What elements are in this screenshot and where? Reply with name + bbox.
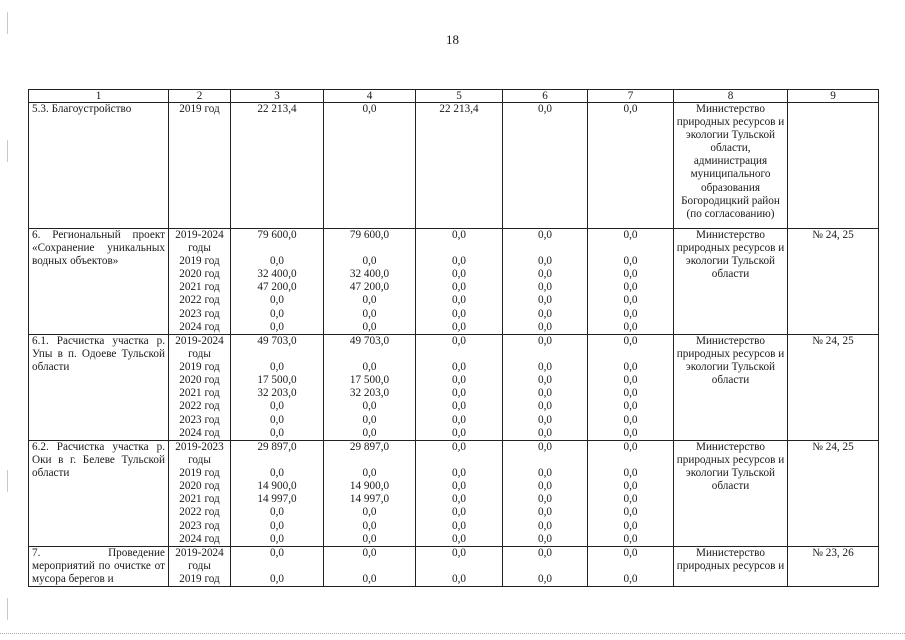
program-table: [28, 89, 879, 587]
responsible-cell: Министерство природных ресурсов и экологии Тульской области, администрация муниципального образования Богородицкий район (по согласованию): [674, 103, 788, 229]
period-value: 2020 год: [179, 480, 220, 493]
cell-value: 0,0: [538, 426, 552, 439]
period-value: 2023 год: [179, 413, 220, 426]
cell-value: 14 900,0: [349, 480, 390, 493]
cell-value: 0,0: [623, 320, 638, 333]
cell-value: 0,0: [623, 335, 638, 347]
cell-value: [419, 242, 499, 255]
value-cell-col5: [416, 103, 503, 229]
cell-value: 14 997,0: [349, 493, 390, 506]
cell-value: [234, 242, 320, 255]
measure-name: 6.2. Расчистка участка р. Оки в г. Белеве Тульской области: [29, 441, 169, 547]
period-cell: [169, 229, 231, 335]
col-header: 6: [503, 90, 588, 103]
cell-value: 0,0: [270, 426, 284, 439]
cell-value: 0,0: [623, 532, 638, 545]
cell-value: 0,0: [362, 320, 377, 333]
cell-value: 47 200,0: [349, 281, 390, 294]
value-cell-col4: [324, 547, 416, 587]
cell-value: [327, 454, 412, 467]
period-value: 2019-2024: [175, 547, 224, 559]
value-cell-col4: [324, 335, 416, 441]
cell-value: 49 703,0: [349, 335, 390, 347]
cell-value: 0,0: [362, 400, 377, 413]
cell-value: 0,0: [452, 229, 466, 241]
col-header: 9: [788, 90, 879, 103]
cell-value: 0,0: [538, 573, 552, 586]
reference-cell: [788, 103, 879, 229]
value-cell-col6: [503, 441, 588, 547]
cell-value: 0,0: [452, 519, 466, 532]
cell-value: [327, 242, 412, 255]
value-cell-col5: [416, 335, 503, 441]
value-cell-col6: [503, 335, 588, 441]
value-cell-col7: [588, 229, 674, 335]
cell-value: 0,0: [270, 294, 284, 307]
cell-value: [591, 348, 670, 361]
cell-value: 32 203,0: [257, 387, 297, 400]
cell-value: 0,0: [362, 426, 377, 439]
cell-value: [506, 560, 584, 573]
cell-value: 0,0: [270, 320, 284, 333]
cell-value: 22 213,4: [257, 103, 297, 115]
page-edge-mark: [7, 470, 8, 492]
period-value: 2019 год: [179, 361, 220, 374]
cell-value: 0,0: [623, 480, 638, 493]
cell-value: 0,0: [362, 413, 377, 426]
period-value: 2019 год: [179, 573, 220, 586]
page-edge-mark: [7, 12, 8, 34]
value-cell-col7: [588, 441, 674, 547]
cell-value: 0,0: [452, 374, 466, 387]
period-value: 2020 год: [179, 374, 220, 387]
cell-value: 79 600,0: [257, 229, 297, 241]
cell-value: 0,0: [538, 294, 552, 307]
value-cell-col3: [231, 103, 324, 229]
cell-value: 0,0: [452, 294, 466, 307]
cell-value: 0,0: [362, 361, 377, 374]
period-cell: [169, 547, 231, 587]
cell-value: [327, 348, 412, 361]
cell-value: 0,0: [538, 400, 552, 413]
cell-value: 0,0: [270, 506, 284, 519]
cell-value: 0,0: [452, 268, 466, 281]
cell-value: 0,0: [362, 103, 377, 115]
cell-value: 29 897,0: [257, 441, 297, 453]
cell-value: 29 897,0: [349, 441, 390, 453]
col-header: 7: [588, 90, 674, 103]
cell-value: 0,0: [270, 532, 284, 545]
cell-value: 0,0: [623, 294, 638, 307]
reference-cell: № 24, 25: [788, 229, 879, 335]
measure-name: 5.3. Благоустройство: [29, 103, 169, 229]
cell-value: 0,0: [452, 335, 466, 347]
col-header: 3: [231, 90, 324, 103]
period-value: 2021 год: [179, 281, 220, 294]
value-cell-col5: [416, 441, 503, 547]
cell-value: [234, 560, 320, 573]
cell-value: 0,0: [452, 307, 466, 320]
cell-value: 17 500,0: [349, 374, 390, 387]
cell-value: 0,0: [362, 519, 377, 532]
cell-value: 32 400,0: [257, 268, 297, 281]
cell-value: 0,0: [538, 519, 552, 532]
cell-value: 0,0: [623, 413, 638, 426]
cell-value: 0,0: [452, 467, 466, 480]
cell-value: [591, 560, 670, 573]
cell-value: 0,0: [623, 493, 638, 506]
cell-value: 0,0: [623, 519, 638, 532]
cell-value: 0,0: [538, 493, 552, 506]
table-row: [29, 335, 879, 441]
responsible-cell: Министерство природных ресурсов и экологии Тульской области: [674, 229, 788, 335]
cell-value: 0,0: [270, 573, 284, 586]
period-value: 2019-2023: [175, 441, 224, 453]
cell-value: 0,0: [270, 361, 284, 374]
cell-value: 32 400,0: [349, 268, 390, 281]
cell-value: 0,0: [452, 426, 466, 439]
col-header: 4: [324, 90, 416, 103]
table-header-row: [29, 90, 879, 103]
measure-name: 7. Проведение мероприятий по очистке от мусора берегов и: [29, 547, 169, 587]
cell-value: 0,0: [623, 426, 638, 439]
cell-value: 0,0: [270, 413, 284, 426]
cell-value: 0,0: [623, 361, 638, 374]
cell-value: [591, 242, 670, 255]
table-row: [29, 103, 879, 229]
period-value: 2023 год: [179, 307, 220, 320]
cell-value: 0,0: [452, 532, 466, 545]
cell-value: 0,0: [538, 255, 552, 268]
cell-value: 0,0: [270, 255, 284, 268]
period-value: 2024 год: [179, 426, 220, 439]
cell-value: [591, 454, 670, 467]
page-bottom-edge: [0, 633, 905, 635]
cell-value: [419, 348, 499, 361]
cell-value: 47 200,0: [257, 281, 297, 294]
value-cell-col3: [231, 229, 324, 335]
cell-value: 0,0: [538, 547, 552, 559]
cell-value: [419, 560, 499, 573]
cell-value: 0,0: [452, 361, 466, 374]
cell-value: [506, 348, 584, 361]
cell-value: 0,0: [452, 320, 466, 333]
cell-value: [506, 242, 584, 255]
cell-value: 0,0: [623, 281, 638, 294]
value-cell-col5: [416, 547, 503, 587]
value-cell-col4: [324, 103, 416, 229]
period-value: 2019-2024: [175, 229, 224, 241]
cell-value: [419, 454, 499, 467]
cell-value: 0,0: [452, 400, 466, 413]
cell-value: 0,0: [538, 320, 552, 333]
cell-value: 0,0: [452, 547, 466, 559]
cell-value: 0,0: [623, 547, 638, 559]
cell-value: 0,0: [452, 413, 466, 426]
value-cell-col7: [588, 547, 674, 587]
cell-value: 0,0: [538, 467, 552, 480]
cell-value: 0,0: [538, 103, 552, 115]
cell-value: 0,0: [362, 307, 377, 320]
value-cell-col7: [588, 103, 674, 229]
cell-value: [327, 560, 412, 573]
cell-value: 0,0: [452, 387, 466, 400]
cell-value: 14 997,0: [257, 493, 297, 506]
period-value: 2024 год: [179, 320, 220, 333]
cell-value: 0,0: [538, 281, 552, 294]
cell-value: 0,0: [362, 255, 377, 268]
cell-value: 0,0: [362, 547, 377, 559]
cell-value: 0,0: [538, 387, 552, 400]
cell-value: [506, 454, 584, 467]
cell-value: 0,0: [452, 441, 466, 453]
cell-value: 0,0: [623, 374, 638, 387]
cell-value: 22 213,4: [439, 103, 479, 115]
period-cell: [169, 103, 231, 229]
cell-value: 0,0: [623, 467, 638, 480]
cell-value: 0,0: [623, 307, 638, 320]
cell-value: 0,0: [623, 387, 638, 400]
cell-value: [234, 454, 320, 467]
cell-value: 0,0: [270, 467, 284, 480]
value-cell-col3: [231, 335, 324, 441]
period-value: 2022 год: [179, 400, 220, 413]
cell-value: 0,0: [538, 307, 552, 320]
period-value: 2019 год: [179, 255, 220, 268]
cell-value: 0,0: [538, 374, 552, 387]
period-value: 2019 год: [179, 103, 220, 115]
table-row: [29, 547, 879, 587]
reference-cell: № 23, 26: [788, 547, 879, 587]
cell-value: 0,0: [623, 441, 638, 453]
cell-value: 0,0: [538, 532, 552, 545]
cell-value: 0,0: [623, 506, 638, 519]
cell-value: 0,0: [270, 400, 284, 413]
value-cell-col3: [231, 547, 324, 587]
cell-value: 0,0: [270, 519, 284, 532]
responsible-cell: Министерство природных ресурсов и экологии Тульской области: [674, 441, 788, 547]
reference-cell: № 24, 25: [788, 441, 879, 547]
col-header: 5: [416, 90, 503, 103]
value-cell-col4: [324, 441, 416, 547]
cell-value: 0,0: [270, 307, 284, 320]
value-cell-col3: [231, 441, 324, 547]
responsible-cell: Министерство природных ресурсов и экологии Тульской области: [674, 335, 788, 441]
cell-value: 0,0: [270, 547, 284, 559]
value-cell-col6: [503, 103, 588, 229]
cell-value: 0,0: [452, 573, 466, 586]
period-value: годы: [188, 454, 211, 467]
measure-name: 6. Региональный проект «Сохранение уникальных водных объектов»: [29, 229, 169, 335]
cell-value: 49 703,0: [257, 335, 297, 347]
cell-value: 17 500,0: [257, 374, 297, 387]
col-header: 8: [674, 90, 788, 103]
table-row: [29, 229, 879, 335]
period-value: 2024 год: [179, 532, 220, 545]
cell-value: 0,0: [538, 335, 552, 347]
cell-value: 0,0: [623, 573, 638, 586]
value-cell-col6: [503, 229, 588, 335]
cell-value: 0,0: [538, 506, 552, 519]
period-value: 2020 год: [179, 268, 220, 281]
period-value: 2021 год: [179, 493, 220, 506]
cell-value: 0,0: [538, 441, 552, 453]
cell-value: 14 900,0: [257, 480, 297, 493]
cell-value: 0,0: [623, 229, 638, 241]
cell-value: 0,0: [623, 255, 638, 268]
cell-value: 32 203,0: [349, 387, 390, 400]
cell-value: 0,0: [452, 480, 466, 493]
page-edge-mark: [7, 140, 8, 162]
cell-value: 0,0: [362, 532, 377, 545]
value-cell-col7: [588, 335, 674, 441]
period-value: 2019-2024: [175, 335, 224, 347]
cell-value: 0,0: [623, 103, 638, 115]
page-number: 18: [446, 32, 459, 47]
page-edge-mark: [7, 598, 8, 620]
period-value: 2021 год: [179, 387, 220, 400]
cell-value: 0,0: [452, 255, 466, 268]
cell-value: 0,0: [623, 400, 638, 413]
col-header: 2: [169, 90, 231, 103]
cell-value: 0,0: [362, 467, 377, 480]
period-cell: [169, 441, 231, 547]
cell-value: [234, 348, 320, 361]
value-cell-col6: [503, 547, 588, 587]
cell-value: 0,0: [623, 268, 638, 281]
period-value: 2022 год: [179, 506, 220, 519]
period-value: годы: [188, 348, 211, 361]
measure-name: 6.1. Расчистка участка р. Упы в п. Одоеве Тульской области: [29, 335, 169, 441]
cell-value: 0,0: [452, 506, 466, 519]
period-cell: [169, 335, 231, 441]
cell-value: 0,0: [538, 480, 552, 493]
cell-value: 0,0: [538, 413, 552, 426]
cell-value: 79 600,0: [349, 229, 390, 241]
period-value: годы: [188, 242, 211, 255]
cell-value: 0,0: [362, 506, 377, 519]
cell-value: 0,0: [538, 229, 552, 241]
value-cell-col5: [416, 229, 503, 335]
table-row: [29, 441, 879, 547]
col-header: 1: [29, 90, 169, 103]
cell-value: 0,0: [452, 493, 466, 506]
period-value: 2022 год: [179, 294, 220, 307]
period-value: 2019 год: [179, 467, 220, 480]
cell-value: 0,0: [362, 294, 377, 307]
cell-value: 0,0: [362, 573, 377, 586]
cell-value: 0,0: [538, 361, 552, 374]
value-cell-col4: [324, 229, 416, 335]
cell-value: 0,0: [452, 281, 466, 294]
period-value: годы: [188, 560, 211, 573]
reference-cell: № 24, 25: [788, 335, 879, 441]
responsible-cell: Министерство природных ресурсов и: [674, 547, 788, 587]
period-value: 2023 год: [179, 519, 220, 532]
cell-value: 0,0: [538, 268, 552, 281]
